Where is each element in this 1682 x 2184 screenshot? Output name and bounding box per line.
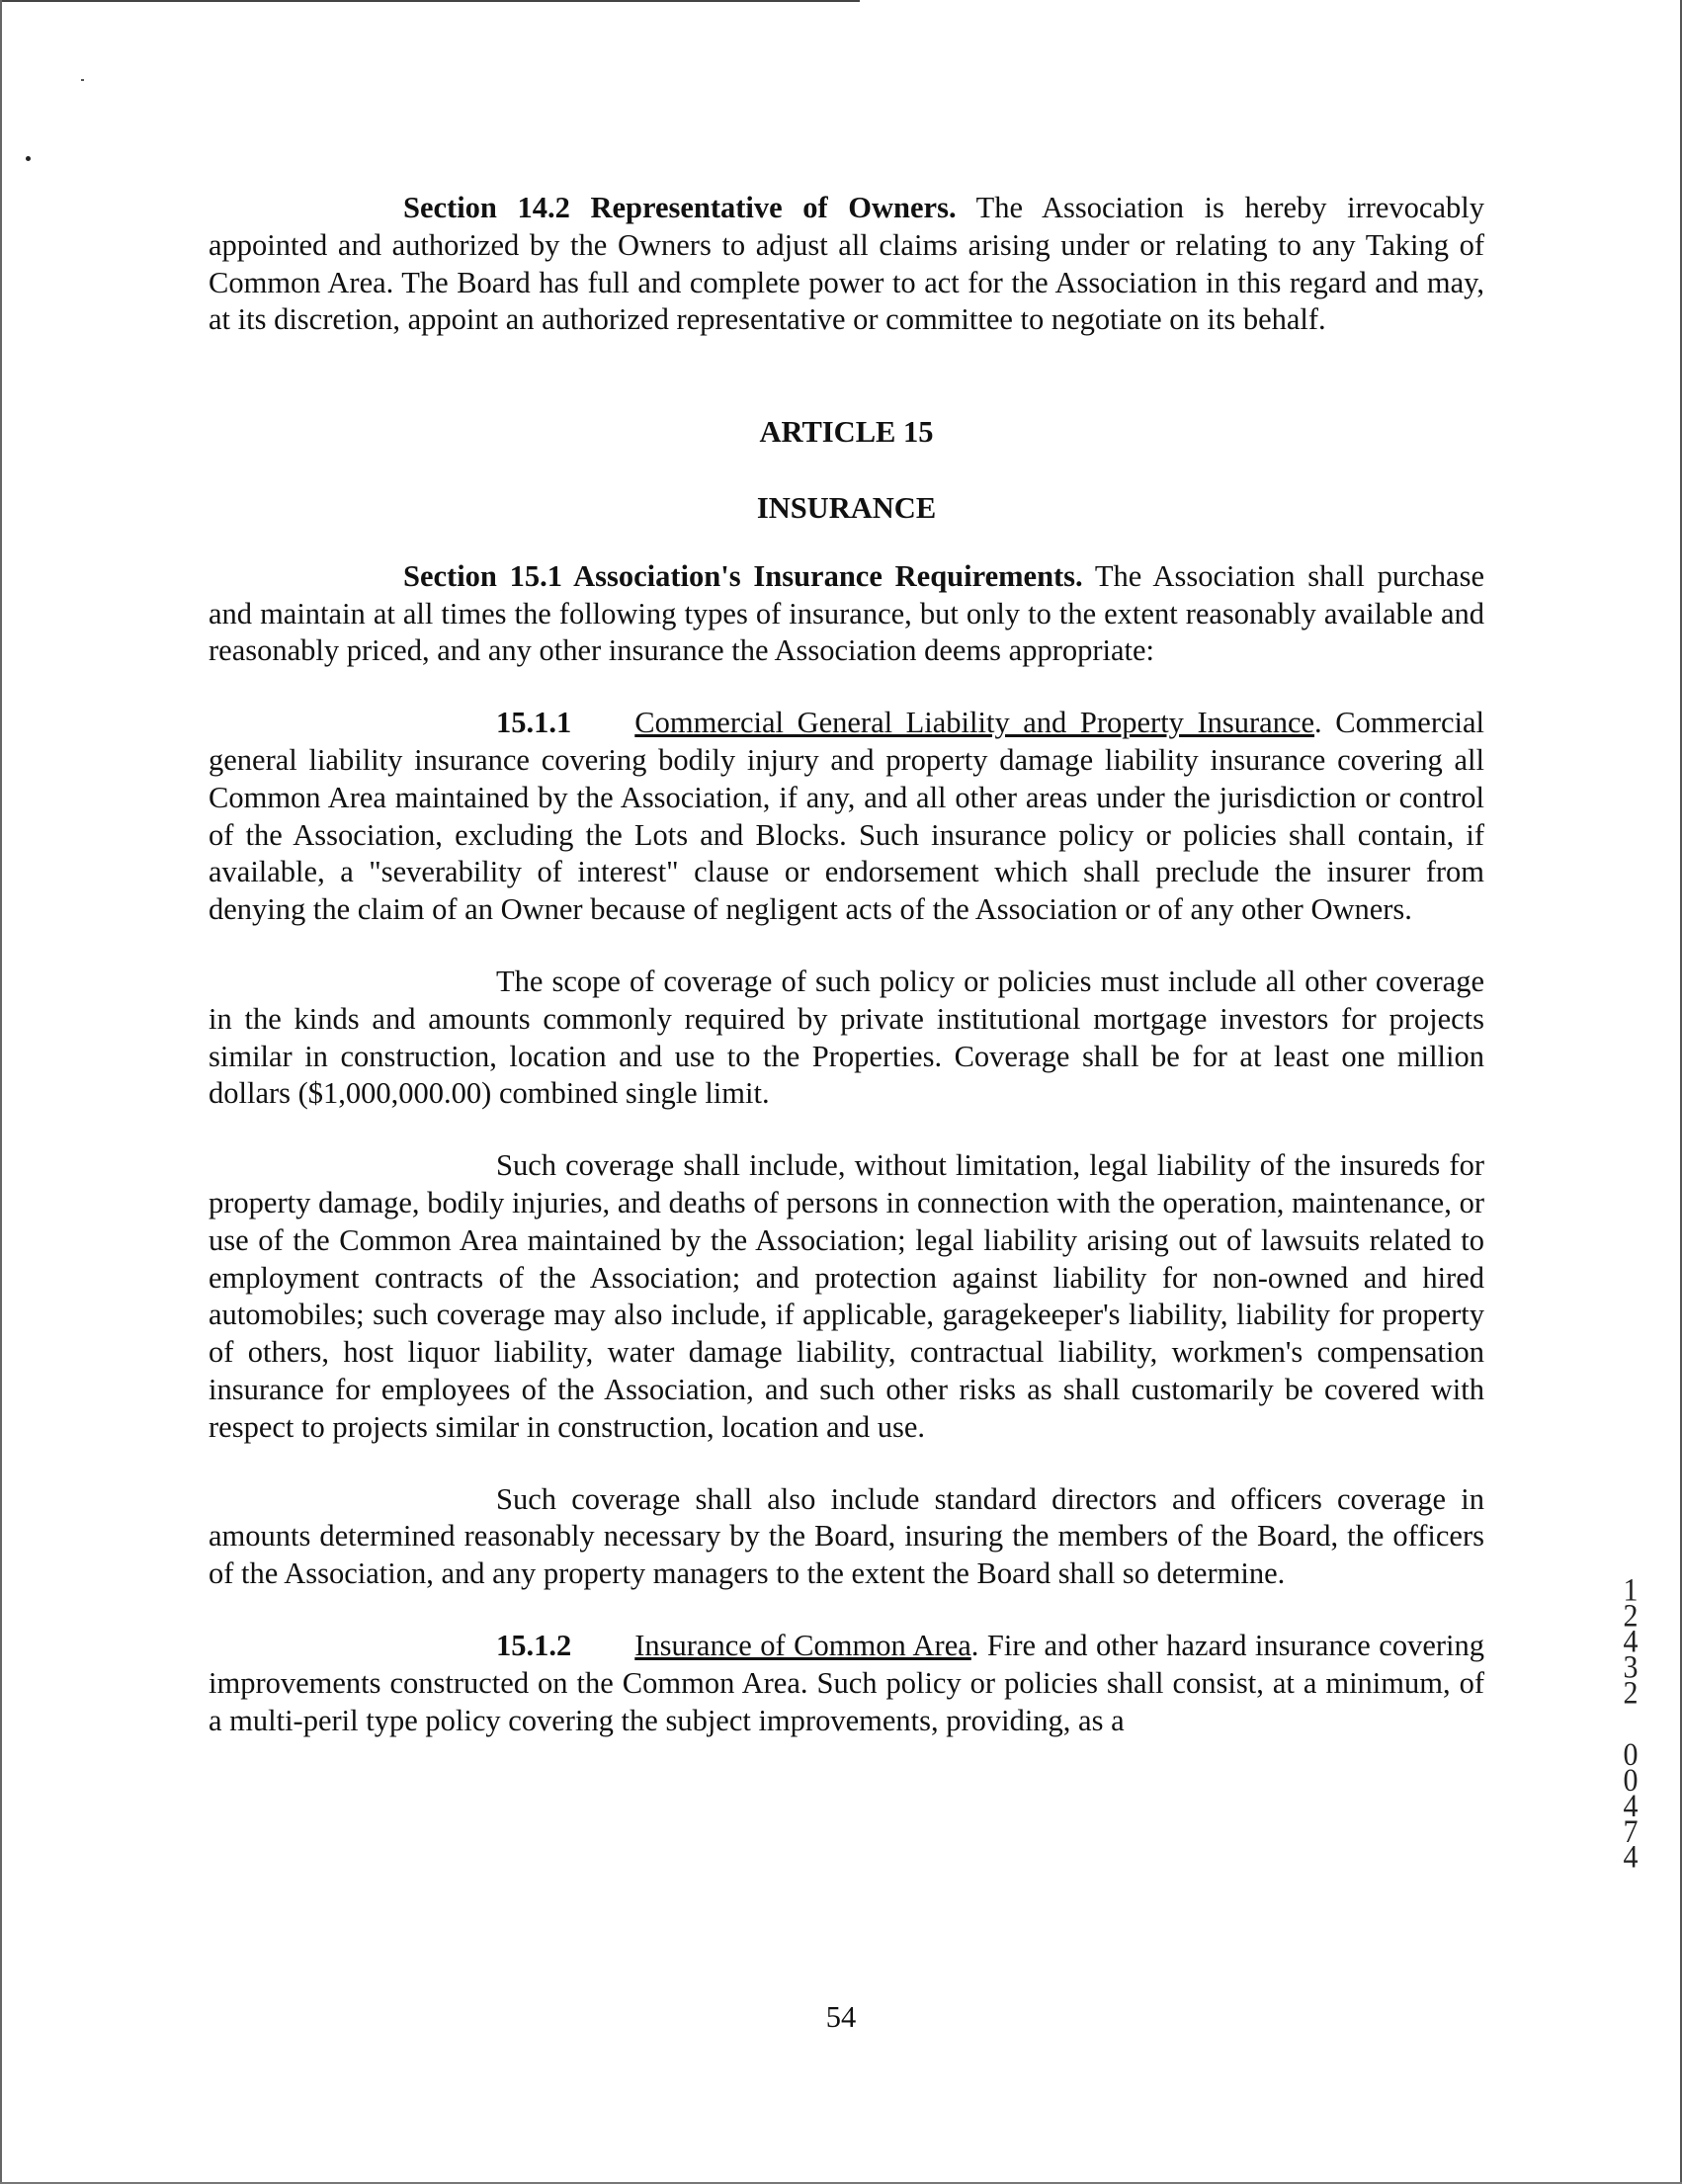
section-14-2-text: The Association is hereby irrevocably appointed and authorized by the Owners to adjust all claims arising under or relating to any Taking of Common Area. The Board has full and complete power to act for the Association in this regard and may, at its discretion, appoint an authorized representative or committee to negotiate on its behalf. bbox=[209, 191, 1484, 337]
section-15-1-text: The Association shall purchase and maintain at all times the following types of insurance, but only to the extent reasonably available and reasonably priced, and any other insurance the Association deems appropriate: bbox=[209, 558, 1484, 668]
article-title: INSURANCE bbox=[756, 490, 937, 525]
spacer bbox=[209, 1447, 1484, 1481]
spacer bbox=[209, 406, 1484, 414]
document-body bbox=[209, 190, 1484, 1739]
docket-stamp bbox=[1615, 1572, 1646, 1876]
subsection-15-1-2-title: Insurance of Common Area bbox=[634, 1628, 971, 1662]
docket-digit: 4 bbox=[1623, 1788, 1639, 1824]
spacer bbox=[209, 1593, 1484, 1628]
subsection-15-1-1-title-end: . bbox=[1314, 706, 1322, 740]
article-number: ARTICLE 15 bbox=[759, 415, 934, 450]
spacer bbox=[209, 452, 1484, 490]
docket-digit: 3 bbox=[1623, 1649, 1639, 1686]
subsection-15-1-1-coverage-paragraph: Such coverage shall include, without limitation, legal liability of the insureds for property damage, bodily injuries, and deaths of persons in connection with the operation, maintenance, or use of the Common Area maintained by the Association; legal liability arising out of lawsuits related to employment contracts of the Association; and protection against liability for non-owned and hired automobiles; such coverage may also include, if applicable, garagekeeper's liability, liability for property of others, host liquor liability, water damage liability, contractual liability, workmen's compensation insurance for employees of the Association, and such other risks as shall customarily be covered with respect to projects similar in construction, location and use. bbox=[209, 1148, 1484, 1444]
docket-digit: 1 bbox=[1623, 1572, 1639, 1609]
docket-digit: 7 bbox=[1623, 1813, 1639, 1850]
subsection-15-1-2-paragraph bbox=[209, 1628, 1484, 1739]
spacer bbox=[209, 1113, 1484, 1147]
scan-speck bbox=[81, 79, 84, 81]
section-15-1-heading: Section 15.1 Association's Insurance Requirements. bbox=[403, 558, 1083, 593]
subsection-15-1-1-paragraph bbox=[209, 705, 1484, 929]
subsection-15-1-2-text: Fire and other hazard insurance covering improvements constructed on the Common Area. Such policy or policies shall consist, at a minimum, of a multi-peril type policy covering the subject improvements, providing, as a bbox=[209, 1628, 1484, 1737]
subsection-15-1-1-scope-paragraph: The scope of coverage of such policy or policies must include all other coverage in the kinds and amounts commonly required by private institutional mortgage investors for projects similar in construction, location and use to the Properties. Coverage shall be for at least one million dollars ($1,000,000.00) combined single limit. bbox=[209, 964, 1484, 1111]
docket-digit: 2 bbox=[1623, 1675, 1639, 1711]
docket-digit: 0 bbox=[1623, 1762, 1639, 1799]
page-number: 54 bbox=[825, 2000, 857, 2034]
section-15-1-paragraph bbox=[209, 558, 1484, 670]
spacer bbox=[209, 670, 1484, 705]
docket-digit: 2 bbox=[1623, 1598, 1639, 1635]
page-border-top bbox=[0, 0, 860, 2]
subsection-15-1-1-number: 15.1.1 bbox=[496, 706, 572, 740]
docket-digit: 4 bbox=[1623, 1839, 1639, 1876]
docket-digit: 4 bbox=[1623, 1624, 1639, 1660]
page-border-left bbox=[0, 0, 2, 2184]
spacer bbox=[209, 339, 1484, 406]
subsection-15-1-1-title: Commercial General Liability and Property Insurance bbox=[634, 706, 1315, 740]
docket-digit: 0 bbox=[1623, 1736, 1639, 1773]
subsection-15-1-1-directors-paragraph: Such coverage shall also include standard directors and officers coverage in amounts determined reasonably necessary by the Board, insuring the members of the Board, the officers of the Association, and any property managers to the extent the Board shall so determine. bbox=[209, 1481, 1484, 1591]
spacer bbox=[209, 528, 1484, 558]
scan-speck bbox=[26, 156, 31, 161]
subsection-15-1-2-title-end: . bbox=[970, 1628, 979, 1662]
spacer bbox=[209, 929, 1484, 964]
section-14-2-paragraph bbox=[209, 190, 1484, 339]
subsection-15-1-2-number: 15.1.2 bbox=[496, 1628, 572, 1662]
section-14-2-heading: Section 14.2 Representative of Owners. bbox=[403, 191, 957, 224]
subsection-15-1-1-text: Commercial general liability insurance covering bodily injury and property damage liability insurance covering all Common Area maintained by the Association, if any, and all other areas under the jurisdiction or control of the Association, excluding the Lots and Blocks. Such insurance policy or policies shall contain, if available, a "severability of interest" clause or endorsement which shall preclude the insurer from denying the claim of an Owner because of negligent acts of the Association or of any other Owners. bbox=[209, 706, 1484, 927]
